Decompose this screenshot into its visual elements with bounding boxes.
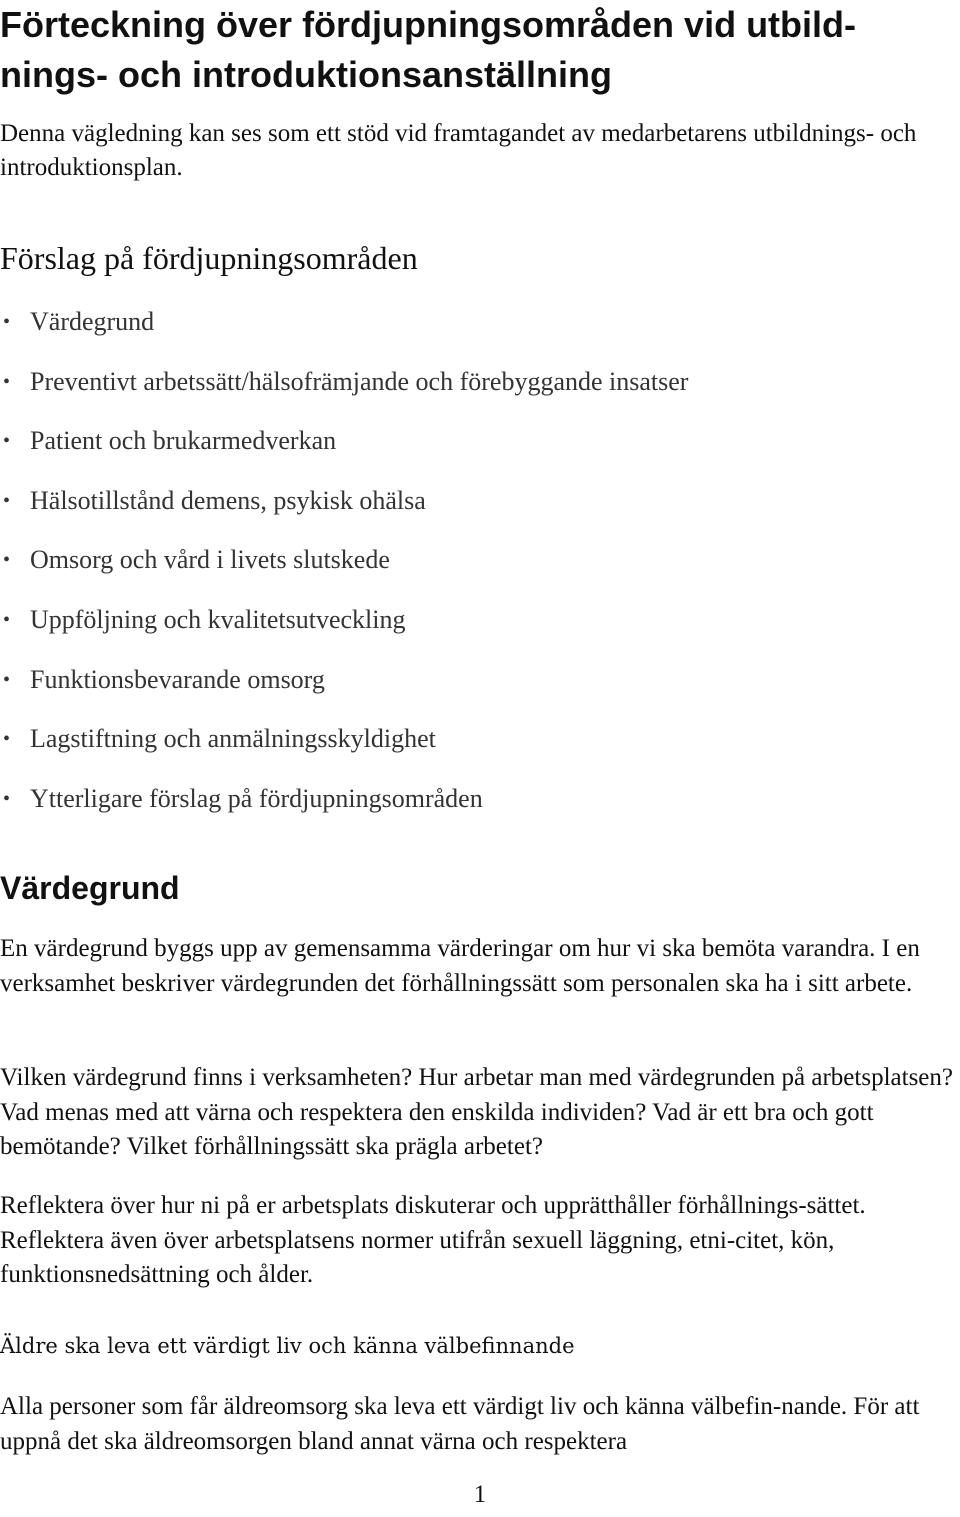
list-item-label: Ytterligare förslag på fördjupningsområden xyxy=(30,783,483,813)
vardegrund-subheading: Äldre ska leva ett värdigt liv och känna välbefinnande xyxy=(0,1334,575,1358)
bullet-icon: • xyxy=(3,668,11,691)
bullet-icon: • xyxy=(3,489,11,512)
list-item xyxy=(0,362,688,422)
bullet-icon: • xyxy=(3,608,11,631)
bullet-icon: • xyxy=(3,311,11,333)
bullet-icon: • xyxy=(3,728,11,751)
vardegrund-heading: Värdegrund xyxy=(0,870,180,906)
intro-paragraph: Denna vägledning kan ses som ett stöd vid framtagandet av medarbetarens utbildnings- och introduktionsplan. xyxy=(0,120,917,181)
list-item-label: Hälsotillstånd demens, psykisk ohälsa xyxy=(30,485,426,515)
list-item-label: Värdegrund xyxy=(30,307,155,336)
bullet-icon: • xyxy=(3,430,11,453)
vardegrund-paragraph-4: Alla personer som får äldreomsorg ska leva ett värdigt liv och känna välbefin-nande. För att uppnå det ska äldreomsorgen bland annat värna och respektera xyxy=(0,1393,920,1455)
bullet-icon: • xyxy=(3,787,11,810)
list-item-label: Omsorg och vård i livets slutskede xyxy=(30,545,390,575)
vardegrund-paragraph-3: Reflektera över hur ni på er arbetsplats diskuterar och upprätthåller förhållnings-sättet. Reflektera även över arbetsplatsens normer utifrån sexuell läggning, etni-citet, kön, funktionsnedsättning och ålder. xyxy=(0,1192,866,1288)
bullet-icon: • xyxy=(3,549,11,572)
list-item xyxy=(0,302,688,362)
list-item-label: Patient och brukarmedverkan xyxy=(30,426,337,456)
proposals-heading: Förslag på fördjupningsområden xyxy=(0,240,418,276)
list-item xyxy=(0,421,688,481)
page-number: 1 xyxy=(473,1481,487,1508)
list-item xyxy=(0,719,688,779)
vardegrund-paragraph-1: En värdegrund byggs upp av gemensamma värderingar om hur vi ska bemöta varandra. I en verksamhet beskriver värdegrunden det förhållningssätt som personalen ska ha i sitt arbete. xyxy=(0,935,920,997)
list-item xyxy=(0,600,688,660)
list-item-label: Funktionsbevarande omsorg xyxy=(30,664,325,694)
list-item xyxy=(0,660,688,720)
list-item xyxy=(0,779,688,839)
list-item xyxy=(0,481,688,541)
proposals-list xyxy=(0,302,688,838)
list-item xyxy=(0,540,688,600)
list-item-label: Lagstiftning och anmälningsskyldighet xyxy=(30,724,436,754)
bullet-icon: • xyxy=(3,370,11,393)
vardegrund-paragraph-2: Vilken värdegrund finns i verksamheten? Hur arbetar man med värdegrunden på arbetsplatsen? Vad menas med att värna och respektera den enskilda individen? Vad är ett bra och gott bemötande? Vilket förhållningssätt ska prägla arbetet? xyxy=(0,1064,953,1160)
list-item-label: Preventivt arbetssätt/hälsofrämjande och förebyggande insatser xyxy=(30,366,689,396)
document-title: Förteckning över fördjupningsområden vid utbild-nings- och introduktionsanställning xyxy=(0,4,857,95)
list-item-label: Uppföljning och kvalitetsutveckling xyxy=(30,604,406,634)
